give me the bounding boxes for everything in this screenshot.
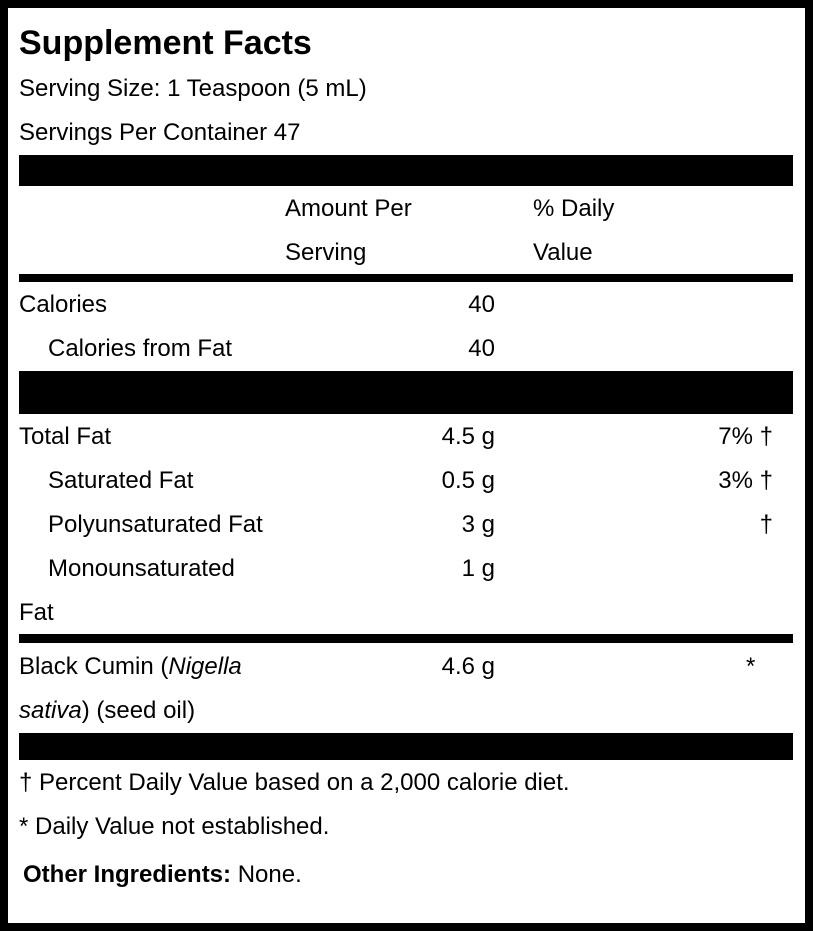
total-fat-label: Total Fat <box>19 423 112 450</box>
thick-divider-bottom <box>19 733 793 760</box>
supplement-facts-panel <box>8 8 805 923</box>
footnote-dagger: † Percent Daily Value based on a 2,000 calorie diet. <box>19 769 570 796</box>
servings-per-container: Servings Per Container 47 <box>19 119 301 146</box>
other-ingredients-value: None. <box>231 861 302 888</box>
calories-from-fat-amount: 40 <box>468 335 495 362</box>
polyunsaturated-fat-label: Polyunsaturated Fat <box>48 511 263 538</box>
black-cumin-name-start: Black Cumin ( <box>19 653 169 680</box>
total-fat-dv: 7% † <box>718 423 773 450</box>
amount-per-serving-header-2: Serving <box>285 239 367 266</box>
saturated-fat-amount: 0.5 g <box>441 467 495 494</box>
saturated-fat-dv: 3% † <box>718 467 773 494</box>
polyunsaturated-fat-amount: 3 g <box>461 511 495 538</box>
medium-divider-header <box>19 274 793 282</box>
black-cumin-label-line2 <box>19 697 195 725</box>
monounsaturated-fat-amount: 1 g <box>461 555 495 582</box>
black-cumin-label-line1 <box>19 653 242 681</box>
calories-amount: 40 <box>468 291 495 318</box>
black-cumin-latin-species: sativa <box>19 697 82 724</box>
calories-label: Calories <box>19 291 108 318</box>
black-cumin-amount: 4.6 g <box>441 653 495 680</box>
calories-from-fat-label: Calories from Fat <box>48 335 233 362</box>
amount-per-serving-header-1: Amount Per <box>285 195 412 222</box>
thick-divider-middle <box>19 371 793 414</box>
panel-title: Supplement Facts <box>19 24 312 62</box>
black-cumin-latin-genus: Nigella <box>168 653 242 680</box>
other-ingredients-label: Other Ingredients: <box>23 861 232 888</box>
footnote-asterisk: * Daily Value not established. <box>19 813 330 840</box>
serving-size: Serving Size: 1 Teaspoon (5 mL) <box>19 75 367 102</box>
medium-divider-ingredients <box>19 634 793 643</box>
black-cumin-dv: * <box>746 653 756 680</box>
saturated-fat-label: Saturated Fat <box>48 467 194 494</box>
other-ingredients <box>23 861 302 889</box>
monounsaturated-fat-label-2: Fat <box>19 599 54 626</box>
daily-value-header-2: Value <box>533 239 593 266</box>
monounsaturated-fat-label-1: Monounsaturated <box>48 555 235 582</box>
total-fat-amount: 4.5 g <box>441 423 495 450</box>
polyunsaturated-fat-dv: † <box>759 511 773 538</box>
daily-value-header-1: % Daily <box>533 195 615 222</box>
thick-divider-top <box>19 155 793 186</box>
black-cumin-name-end: ) (seed oil) <box>81 697 196 724</box>
